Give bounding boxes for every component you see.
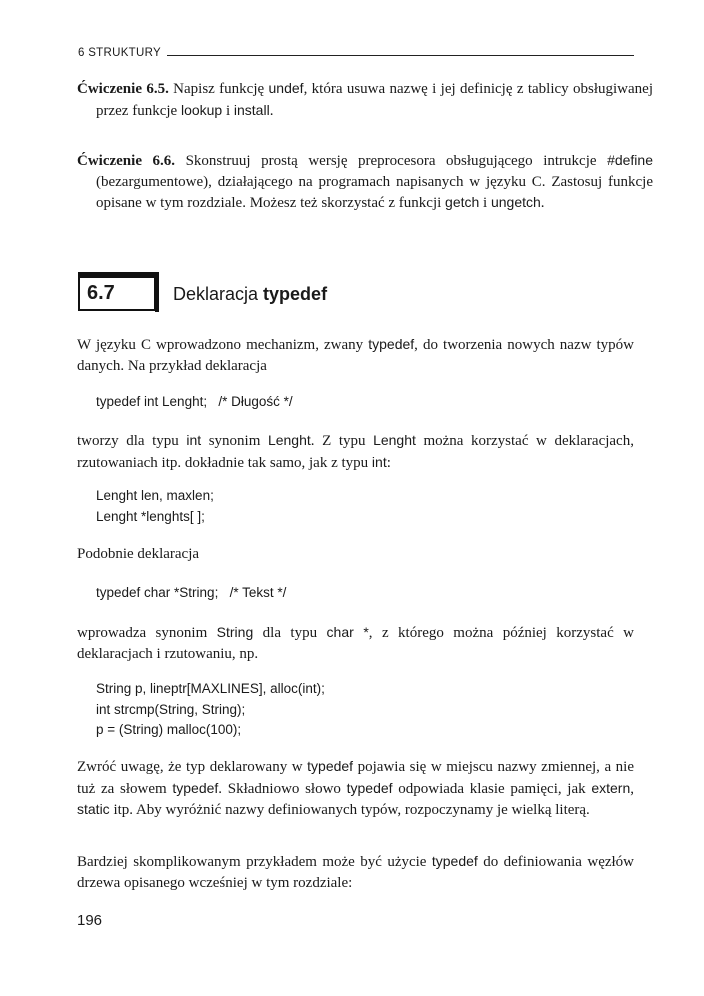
section-number: 6.7: [87, 282, 115, 304]
keyword: undef: [268, 80, 304, 96]
section-title: [173, 284, 327, 305]
text: .: [269, 102, 274, 119]
text: można korzystać w deklaracjach, rzutowaniach itp. dokładnie tak samo, jak z typu: [77, 433, 634, 471]
text: W języku C wprowadzono mechanizm, zwany: [77, 337, 369, 353]
text: , do tworzenia nowych nazw typów danych. Na przykład deklaracja: [77, 337, 634, 374]
text: tworzy dla typu: [77, 433, 187, 449]
exercise-label: Ćwiczenie 6.6.: [77, 153, 176, 169]
code-block-2: Lenght len, maxlen; Lenght *lenghts[ ];: [96, 488, 214, 524]
text: i: [479, 195, 491, 211]
text: synonim: [201, 433, 268, 449]
header-rule: [167, 55, 634, 56]
keyword: Lenght: [267, 432, 311, 448]
text: Zwróć uwagę, że typ deklarowany w: [77, 759, 308, 775]
text: itp. Aby wyróżnić nazwy definiowanych typów, rozpoczynamy je wielką literą.: [109, 802, 590, 818]
page-number: 196: [77, 912, 103, 929]
section-title-text: Deklaracja: [173, 284, 264, 304]
keyword: lookup: [180, 101, 223, 118]
text: do definiowania węzłów drzewa opisanego wcześniej w tym rozdziale:: [77, 854, 635, 891]
keyword: install: [233, 101, 270, 118]
text: Skonstruuj prostą wersję preprocesora obsługującego intrukcje: [175, 153, 608, 169]
text: (bezargumentowe), działającego na programach napisanych w języku C. Zastosuj funkcje opisane w tym rozdziale. Możesz też skorzystać z funkcji: [96, 173, 653, 211]
keyword: extern: [591, 779, 631, 796]
exercise-label: Ćwiczenie 6.5.: [77, 81, 169, 97]
code-block-3: typedef char *String; /* Tekst */: [96, 585, 287, 600]
text: ,: [630, 780, 634, 797]
keyword: typedef: [172, 779, 219, 796]
text: wprowadza synonim: [77, 625, 217, 641]
text: Podobnie deklaracja: [77, 546, 200, 562]
section-title-keyword: typedef: [263, 284, 328, 304]
keyword: getch: [445, 194, 480, 210]
text: . Składniowo słowo: [218, 780, 347, 797]
text: :: [386, 454, 391, 471]
paragraph-3: [77, 544, 634, 565]
keyword: typedef: [307, 758, 354, 774]
code-block-1: typedef int Lenght; /* Długość */: [96, 394, 293, 409]
text: odpowiada klasie pamięci, jak: [392, 780, 592, 797]
exercise-6-5: [77, 78, 653, 121]
running-header: [78, 43, 634, 59]
keyword: typedef: [368, 336, 415, 352]
text: Napisz funkcję: [168, 81, 269, 97]
paragraph-1: [77, 334, 634, 376]
text: . Z typu: [310, 433, 374, 449]
keyword: char *: [326, 624, 369, 640]
keyword: typedef: [346, 779, 393, 796]
text: pojawia się w miejscu nazwy zmiennej, a nie tuż za słowem: [77, 759, 634, 797]
paragraph-4: [77, 622, 634, 664]
text: dla typu: [253, 625, 327, 641]
keyword: Lenght: [373, 432, 416, 448]
paragraph-2: [77, 430, 634, 473]
text: Bardziej skomplikowanym przykładem może być użycie: [77, 854, 432, 870]
text: .: [540, 195, 545, 211]
text: , z którego można później korzystać w deklaracjach i rzutowaniu, np.: [77, 625, 635, 662]
text: i: [222, 102, 234, 119]
keyword: typedef: [431, 853, 478, 869]
keyword: ungetch: [490, 194, 541, 210]
keyword: String: [216, 624, 254, 640]
paragraph-5: [77, 756, 634, 821]
paragraph-6: [77, 851, 634, 893]
chapter-title: 6 STRUKTURY: [78, 47, 161, 59]
keyword: static: [77, 801, 110, 817]
keyword: int: [186, 432, 202, 448]
code-block-4: String p, lineptr[MAXLINES], alloc(int); int strcmp(String, String); p = (String) malloc(100);: [96, 681, 325, 737]
keyword: int: [371, 453, 387, 470]
exercise-6-6: [77, 150, 653, 214]
keyword: #define: [607, 152, 653, 168]
text: , która usuwa nazwę i jej definicję z tablicy obsługiwanej przez funkcje: [96, 81, 653, 119]
